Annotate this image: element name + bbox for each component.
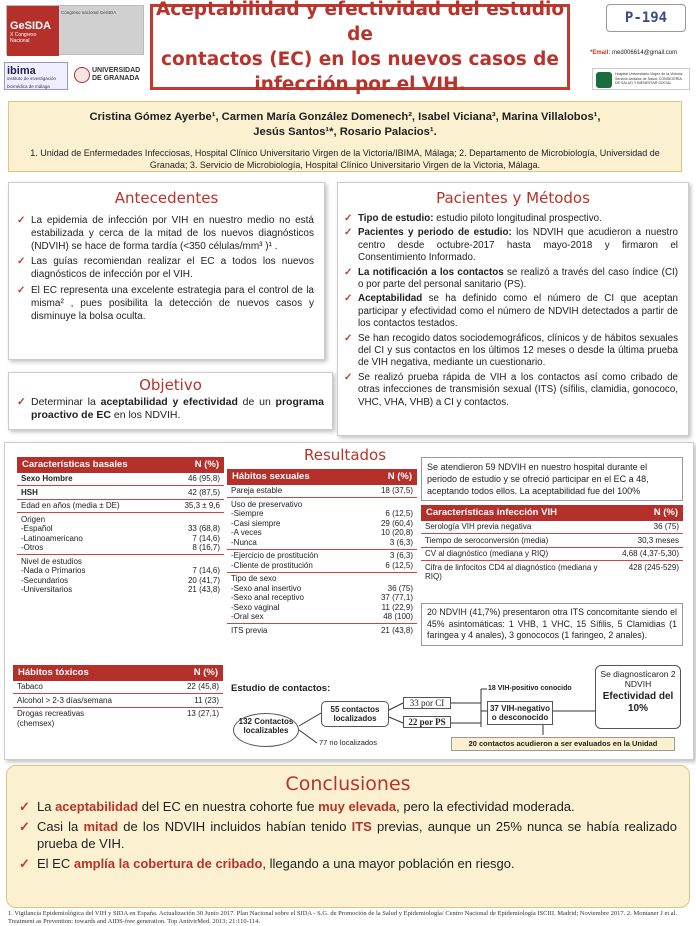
header-cell: Hábitos tóxicos <box>13 665 164 681</box>
check-icon: ✓ <box>17 256 26 268</box>
header-cell: N (%) <box>361 469 417 485</box>
email-value[interactable]: med006614@gmail.com <box>612 50 678 56</box>
row-label: Pareja estable <box>231 486 283 495</box>
hospital-logo-text: Hospital Universitario Virgen de la Victoria. Servicio Andaluz de Salud. CONSEJERÍA DE SALUD Y BIENESTAR SOCIAL <box>615 72 683 85</box>
row-label: HSH <box>17 486 167 500</box>
row-label: Cifra de linfocitos CD4 al diagnóstico (mediana y RIQ) <box>421 561 618 584</box>
row-label: Edad en años (media ± DE) <box>17 499 167 513</box>
row-value: 46 (95,8) <box>187 474 220 483</box>
pacientes-item-text: se realizó a través del caso índice (CI) o por parte del personal sanitario (PS). <box>358 266 679 291</box>
row-label: Tipo de sexo -Sexo anal insertivo -Sexo anal receptivo -Sexo vaginal -Oral sex <box>227 572 361 624</box>
author-names-line-2: Jesús Santos¹*, Rosario Palacios¹. <box>253 126 437 138</box>
resultados-title: Resultados <box>303 446 387 464</box>
row-label: CV al diagnóstico (mediana y RIQ) <box>421 547 618 561</box>
header-cell: N (%) <box>164 665 223 681</box>
conclusiones-list <box>7 798 689 872</box>
conclusion-text: Casi la mitad de los NDVIH incluidos habían tenido ITS previas, aunque un 25% nunca se había realizado prueba de VIH. <box>37 819 677 851</box>
resultados-panel <box>4 442 694 760</box>
conclusion-item <box>19 798 677 815</box>
antecedentes-item-text: Las guías recomiendan realizar el EC a todos los nuevos diagnósticos de infección por el VIH. <box>31 256 314 281</box>
conclusion-text: El EC amplía la cobertura de cribado, llegando a una mayor población en riesgo. <box>37 856 515 871</box>
arrow-to-no-localizados <box>299 730 317 743</box>
pacientes-title: Pacientes y Métodos <box>436 189 590 207</box>
row-label: Sexo Hombre <box>21 474 73 483</box>
check-icon: ✓ <box>344 266 353 278</box>
flow-localizados: 55 contactos localizados <box>321 701 389 727</box>
table-row <box>227 485 417 498</box>
check-icon: ✓ <box>17 396 26 408</box>
table-row <box>421 547 683 561</box>
conclusiones-title: Conclusiones <box>285 773 411 795</box>
table-row <box>227 498 417 550</box>
pacientes-item <box>344 267 678 292</box>
flow-efect: Efectividad del 10% <box>602 691 674 714</box>
table-row <box>421 534 683 548</box>
header-cell: Características basales <box>17 457 167 473</box>
junta-mark-icon <box>596 72 612 88</box>
antecedentes-list <box>9 215 324 323</box>
flow-positivo: 18 VIH-positivo conocido <box>488 685 572 692</box>
objetivo-text <box>31 396 324 422</box>
gesida-brand: GeSIDA <box>10 20 51 32</box>
table-header <box>13 665 223 681</box>
its-text: 20 NDVIH (41,7%) presentaron otra ITS concomitante siendo el 45% asintomáticas: 1 VHB, 1 VHC, 15 Sífilis, 5 Clamidias (1 faringea y 4 anales), 3 gonococos (1 faringeo, 2 anales). <box>421 603 683 646</box>
estudio-contactos-title: Estudio de contactos: <box>231 683 331 694</box>
objetivo-b1: aceptabilidad y efectividad <box>100 396 238 408</box>
table-row <box>17 473 224 486</box>
pacientes-item-bold: Aceptabilidad <box>358 293 423 305</box>
table-row <box>421 521 683 534</box>
basales-table <box>17 457 224 596</box>
flow-evaluados: 20 contactos acudieron a ser evaluados en la Unidad <box>451 737 675 751</box>
pacientes-list <box>338 213 688 409</box>
footer-references: 1. Vigilancia Epidemiológica del VIH y SIDA en España. Actualización 30 Junio 2017. Plan Nacional sobre el SIDA - S.G. de Promoción de la Salud y Epidemiología/ Centro Nacional de Epidemiología ISCIII. Madrid; Noviembre 2017. 2. Montaner J et al. Treatment as Prevention: towards and AIDS-free generation. Top AntivirMed. 2013; 21:110-114. <box>8 910 678 925</box>
title-line-1: Aceptabilidad y efectividad del estudio de <box>155 0 565 45</box>
basales-body <box>17 473 224 597</box>
check-icon: ✓ <box>19 856 30 871</box>
header-cell: N (%) <box>618 505 683 521</box>
table-row <box>421 561 683 584</box>
table-row <box>13 694 223 708</box>
row-value: 3 (6,3) 6 (12,5) <box>361 549 417 572</box>
arrow-to-ci <box>389 703 403 710</box>
table-row <box>17 499 224 513</box>
row-label: Tabaco <box>17 682 43 691</box>
check-icon: ✓ <box>344 227 353 239</box>
pacientes-item-text: los NDVIH que acudieron a nuestro centro desde octubre-2017 hasta mayo-2018 y firmaron el Consentimiento Informado. <box>358 227 678 264</box>
objetivo-item <box>9 396 332 422</box>
gesida-logo <box>6 5 144 55</box>
email-label: *Email: <box>590 50 611 56</box>
atencion-note: Se atendieron 59 NDVIH en nuestro hospital durante el periodo de estudio y se ofreció participar en el EC a 48, aceptando todos ellos. La aceptabilidad fue del 100% <box>421 457 683 501</box>
table-row <box>13 707 223 730</box>
antecedentes-item <box>17 215 314 253</box>
header-cell: Hábitos sexuales <box>227 469 361 485</box>
row-label: Origen -Español -Latinoamericano -Otros <box>17 513 167 555</box>
row-value: 22 (45,8) <box>186 682 219 691</box>
row-value: 11 (23) <box>164 694 223 708</box>
pacientes-item <box>344 227 678 264</box>
gesida-text: Congreso nacional GeSIDA <box>61 10 117 15</box>
pacientes-item <box>344 372 678 409</box>
table-header <box>227 469 417 485</box>
title-line-3: infección por el VIH. <box>254 74 466 95</box>
table-row <box>17 486 224 500</box>
conclusion-item <box>19 818 677 852</box>
author-names-line-1: Cristina Gómez Ayerbe¹, Carmen María González Domenech², Isabel Viciana³, Marina Villalobos¹, <box>89 111 601 123</box>
ibima-subtitle: instituto de investigación biomédica de málaga <box>7 76 57 89</box>
check-icon: ✓ <box>17 284 26 296</box>
pacientes-item <box>344 333 678 370</box>
row-label: Drogas recreativas (chemsex) <box>13 707 164 730</box>
table-row <box>227 549 417 572</box>
infeccion-body <box>421 521 683 584</box>
pacientes-item <box>344 293 678 330</box>
arrow-to-ps <box>389 717 403 723</box>
pacientes-item-text: se ha definido como el número de CI que aceptan participar y efectividad como el número de NDVIH detectados a partir de los contactos testados. <box>358 293 678 330</box>
toxicos-body <box>13 681 223 730</box>
row-value: 21 (43,8) <box>361 624 417 637</box>
flow-ci: 33 por CI <box>403 697 451 709</box>
flow-ps: 22 por PS <box>403 716 451 728</box>
pacientes-metodos-panel <box>337 182 689 436</box>
ugr-logo <box>72 62 146 90</box>
row-value: 13 (27,1) <box>164 707 223 730</box>
ibima-name: ibima <box>7 65 36 77</box>
email <box>590 50 677 56</box>
hospital-logo <box>592 68 690 90</box>
antecedentes-item-text: El EC representa una excelente estrategia para el control de la misma² , pues posibilita la detección de nuevos casos y disminuye la bolsa oculta. <box>31 284 314 322</box>
objetivo-t1: Determinar la <box>31 396 101 408</box>
check-icon: ✓ <box>344 332 353 344</box>
row-value: 428 (245-529) <box>618 561 683 584</box>
table-row <box>17 555 224 597</box>
objetivo-panel <box>8 372 333 430</box>
row-value: 42 (87,5) <box>167 486 224 500</box>
author-names <box>9 102 681 140</box>
row-value: 30,3 meses <box>618 534 683 548</box>
row-label: Nivel de estudios -Nada o Primarios -Secundarios -Universitarios <box>17 555 167 597</box>
infeccion-table <box>421 505 683 583</box>
sexuales-table <box>227 469 417 637</box>
ugr-line1: UNIVERSIDAD <box>92 67 141 74</box>
row-value: 36 (75) <box>653 522 679 531</box>
table-row <box>227 624 417 637</box>
flow-diag: Se diagnosticaron 2 NDVIH <box>600 669 676 689</box>
antecedentes-item-text: La epidemia de infección por VIH en nuestro medio no está estabilizada y cerca de la mitad de los nuevos diagnósticos (NDVIH) se hace de forma tardía (<350 células/mm³ )¹ . <box>31 215 314 252</box>
toxicos-table <box>13 665 223 730</box>
title-line-2: contactos (EC) en los nuevos casos de <box>161 49 559 70</box>
flow-negativo: 37 VIH-negativo o desconocido <box>487 701 553 725</box>
antecedentes-panel <box>8 182 325 360</box>
pacientes-item-text: Se han recogido datos sociodemográficos, clínicos y de hábitos sexuales del CI y sus contactos en los últimos 12 meses o desde la última prueba de VIH negativa, mediante un cuestionario. <box>358 332 678 369</box>
table-row <box>17 513 224 555</box>
flow-diag-box <box>595 665 681 729</box>
row-label: Tiempo de seroconversión (media) <box>421 534 618 548</box>
flow-contactos: 132 Contactos localizables <box>233 713 299 747</box>
row-value: 33 (68,8) 7 (14,6) 8 (16,7) <box>167 513 224 555</box>
row-label: ITS previa <box>227 624 361 637</box>
arrow-to-localizados <box>299 713 321 726</box>
table-header <box>17 457 224 473</box>
objetivo-b2: programa proactivo de EC <box>31 396 324 421</box>
flow-no-localizados: 77 no localizados <box>319 738 377 747</box>
pacientes-item-bold: Tipo de estudio: <box>358 213 434 224</box>
row-label: Uso de preservativo -Siempre -Casi siempre -A veces -Nunca <box>227 498 361 550</box>
poster-title <box>153 0 567 97</box>
row-value: 6 (12,5) 29 (60,4) 10 (20,8) 3 (6,3) <box>361 498 417 550</box>
check-icon: ✓ <box>344 293 353 305</box>
conclusion-text: La aceptabilidad del EC en nuestra cohorte fue muy elevada, pero la efectividad moderada. <box>37 799 575 814</box>
check-icon: ✓ <box>19 799 30 814</box>
row-label: -Ejercicio de prostitución -Cliente de prostitución <box>227 549 361 572</box>
objetivo-t3: en los NDVIH. <box>110 409 181 421</box>
row-label: Serología VIH previa negativa <box>425 522 532 531</box>
row-value: 36 (75) 37 (77,1) 11 (22,9) 48 (100) <box>361 572 417 624</box>
antecedentes-item <box>17 285 314 323</box>
authors-box <box>8 101 682 172</box>
objetivo-t2: de un <box>237 396 276 408</box>
row-value: 7 (14,6) 20 (41,7) 21 (43,8) <box>167 555 224 597</box>
row-value: 4,68 (4,37-5,30) <box>618 547 683 561</box>
header-cell: Características infección VIH <box>421 505 618 521</box>
ibima-logo <box>4 62 68 90</box>
header-cell: N (%) <box>167 457 224 473</box>
pacientes-item-bold: Pacientes y periodo de estudio: <box>358 227 512 239</box>
ugr-line2: DE GRANADA <box>92 75 140 82</box>
table-row <box>13 681 223 694</box>
row-value: 35,3 ± 9,6 <box>167 499 224 513</box>
pacientes-item <box>344 213 678 225</box>
conclusion-item <box>19 855 677 872</box>
poster-title-box <box>150 0 570 95</box>
check-icon: ✓ <box>344 371 353 383</box>
check-icon: ✓ <box>344 213 353 224</box>
antecedentes-item <box>17 256 314 282</box>
gesida-subtitle: X Congreso Nacional <box>10 32 37 44</box>
sexuales-body <box>227 485 417 637</box>
pacientes-item-bold: La notificación a los contactos <box>358 266 504 278</box>
ugr-seal-icon <box>74 67 90 83</box>
conclusiones-panel <box>6 765 690 908</box>
table-header <box>421 505 683 521</box>
table-row <box>227 572 417 624</box>
affiliations: 1. Unidad de Enfermedades Infecciosas, Hospital Clínico Universitario Virgen de la Victoria/IBIMA, Málaga; 2. Departamento de Microbiología, Universidad de Granada; 3. Servicio de Microbiología, Hospital Clínico Universitario Virgen de la Victoria, Málaga. <box>30 148 660 170</box>
pacientes-item-text: Se realizó prueba rápida de VIH a los contactos así como cribado de otras infecciones de transmisión sexual (ITS) (sífilis, clamidia, gonococo, VHC, VHA, VHB) a CI y contactos. <box>358 371 678 408</box>
row-label: Alcohol > 2-3 días/semana <box>13 694 164 708</box>
poster-number: P-194 <box>606 4 686 32</box>
pacientes-item-text: estudio piloto longitudinal prospectivo. <box>433 213 602 224</box>
check-icon: ✓ <box>19 819 30 834</box>
row-value: 18 (37,5) <box>380 486 413 495</box>
check-icon: ✓ <box>17 215 26 226</box>
antecedentes-title: Antecedentes <box>114 189 219 207</box>
objetivo-title: Objetivo <box>139 376 202 394</box>
